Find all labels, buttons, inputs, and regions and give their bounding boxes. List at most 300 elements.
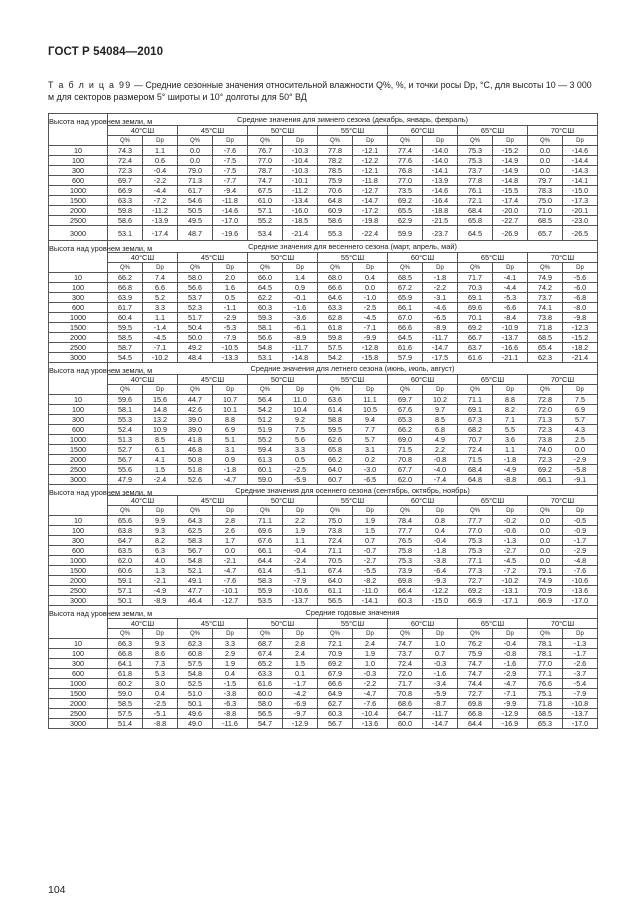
humidity-cell: 69.1: [458, 405, 493, 415]
dewpoint-cell: -1.8: [213, 465, 248, 475]
humidity-cell: 66.2: [108, 273, 143, 283]
humidity-cell: 72.3: [528, 425, 563, 435]
humidity-cell: 61.3: [248, 455, 283, 465]
humidity-cell: 55.2: [248, 216, 283, 226]
subheader-row: [49, 263, 598, 273]
dewpoint-subheader: Dp: [493, 629, 528, 639]
humidity-cell: 64.5: [248, 283, 283, 293]
table-row: [49, 455, 598, 465]
humidity-cell: 74.9: [528, 273, 563, 283]
altitude-cell: 3000: [49, 353, 108, 363]
humidity-cell: 79.0: [178, 166, 213, 176]
dewpoint-cell: 13.2: [143, 415, 178, 425]
dewpoint-cell: -1.3: [563, 639, 598, 649]
dewpoint-cell: -15.2: [563, 333, 598, 343]
humidity-cell: 67.5: [248, 186, 283, 196]
dewpoint-cell: -2.5: [143, 699, 178, 709]
humidity-cell: 48.4: [178, 353, 213, 363]
dewpoint-cell: 1.9: [213, 659, 248, 669]
humidity-cell: 66.1: [248, 546, 283, 556]
dewpoint-cell: 1.9: [283, 526, 318, 536]
dewpoint-cell: 4.0: [143, 556, 178, 566]
humidity-cell: 71.5: [388, 445, 423, 455]
latitude-header: 45°СШ: [178, 496, 248, 506]
humidity-cell: 74.2: [528, 283, 563, 293]
dewpoint-cell: 1.1: [143, 313, 178, 323]
humidity-cell: 72.3: [108, 166, 143, 176]
dewpoint-cell: -17.3: [563, 196, 598, 206]
humidity-cell: 68.5: [528, 709, 563, 719]
dewpoint-cell: -0.4: [283, 546, 318, 556]
dewpoint-cell: -2.4: [283, 556, 318, 566]
humidity-cell: 42.6: [178, 405, 213, 415]
humidity-cell: 63.7: [458, 343, 493, 353]
humidity-cell: 75.0: [318, 516, 353, 526]
humidity-cell: 49.0: [178, 719, 213, 729]
dewpoint-cell: -2.1: [213, 556, 248, 566]
humidity-cell: 58.3: [178, 536, 213, 546]
humidity-cell: 78.2: [318, 156, 353, 166]
humidity-cell: 0.0: [178, 146, 213, 156]
dewpoint-cell: -7.6: [213, 576, 248, 586]
humidity-subheader: Q%: [458, 629, 493, 639]
humidity-cell: 62.8: [318, 313, 353, 323]
dewpoint-cell: 1.7: [213, 536, 248, 546]
table-row: [49, 445, 598, 455]
dewpoint-cell: -1.5: [213, 679, 248, 689]
humidity-cell: 58.3: [248, 576, 283, 586]
dewpoint-cell: 0.2: [353, 455, 388, 465]
dewpoint-cell: -0.7: [353, 546, 388, 556]
table-row: [49, 709, 598, 719]
table-row: [49, 659, 598, 669]
dewpoint-cell: -17.2: [353, 206, 388, 216]
humidity-cell: 73.5: [388, 186, 423, 196]
humidity-cell: 59.0: [248, 475, 283, 485]
dewpoint-cell: -9.1: [563, 475, 598, 485]
dewpoint-cell: -11.8: [213, 196, 248, 206]
dewpoint-cell: 4.9: [423, 435, 458, 445]
humidity-cell: 68.5: [528, 333, 563, 343]
dewpoint-cell: -1.3: [493, 536, 528, 546]
humidity-cell: 64.4: [458, 719, 493, 729]
table-row: [49, 586, 598, 596]
humidity-cell: 76.7: [248, 146, 283, 156]
altitude-header: Высота над уровнем земли, м: [49, 485, 108, 516]
humidity-cell: 78.1: [528, 639, 563, 649]
humidity-cell: 60.3: [248, 303, 283, 313]
latitude-header: 70°СШ: [528, 253, 598, 263]
dewpoint-cell: 9.4: [353, 415, 388, 425]
table-row: [49, 353, 598, 363]
table-row: [49, 536, 598, 546]
dewpoint-cell: -14.0: [423, 156, 458, 166]
dewpoint-cell: 1.1: [143, 146, 178, 156]
humidity-cell: 73.7: [458, 166, 493, 176]
dewpoint-cell: -2.9: [493, 669, 528, 679]
dewpoint-cell: 1.9: [353, 516, 388, 526]
dewpoint-cell: -15.2: [493, 146, 528, 156]
table-row: [49, 425, 598, 435]
dewpoint-cell: 5.7: [353, 435, 388, 445]
table-row: [49, 649, 598, 659]
altitude-cell: 10: [49, 516, 108, 526]
humidity-subheader: Q%: [388, 136, 423, 146]
dewpoint-cell: -8.8: [493, 475, 528, 485]
dewpoint-cell: 10.9: [143, 425, 178, 435]
dewpoint-cell: 9.9: [143, 516, 178, 526]
dewpoint-cell: -22.7: [493, 216, 528, 226]
humidity-cell: 52.1: [178, 566, 213, 576]
humidity-cell: 52.4: [108, 425, 143, 435]
humidity-cell: 73.8: [528, 435, 563, 445]
dewpoint-cell: 1.0: [353, 659, 388, 669]
humidity-cell: 78.1: [528, 649, 563, 659]
humidity-cell: 72.0: [388, 669, 423, 679]
humidity-cell: 66.3: [108, 639, 143, 649]
latitude-header: 50°СШ: [248, 253, 318, 263]
dewpoint-cell: -6.4: [423, 566, 458, 576]
dewpoint-cell: -0.5: [563, 516, 598, 526]
page-number: 104: [48, 884, 66, 896]
latitude-header: 40°СШ: [108, 375, 178, 385]
altitude-cell: 10: [49, 395, 108, 405]
dewpoint-cell: -2.1: [143, 576, 178, 586]
humidity-cell: 67.4: [248, 649, 283, 659]
dewpoint-cell: -17.1: [493, 596, 528, 606]
humidity-cell: 76.2: [458, 639, 493, 649]
humidity-cell: 66.4: [388, 586, 423, 596]
dewpoint-cell: -20.1: [563, 206, 598, 216]
dewpoint-cell: -5.6: [563, 273, 598, 283]
altitude-header: Высота над уровнем земли, м: [49, 606, 108, 639]
dewpoint-cell: -12.7: [213, 596, 248, 606]
humidity-cell: 65.9: [388, 293, 423, 303]
humidity-cell: 60.8: [178, 649, 213, 659]
humidity-cell: 70.8: [388, 455, 423, 465]
humidity-cell: 62.9: [388, 216, 423, 226]
dewpoint-cell: 7.4: [143, 273, 178, 283]
dewpoint-cell: -7.1: [143, 343, 178, 353]
humidity-cell: 59.8: [108, 206, 143, 216]
dewpoint-cell: -14.8: [493, 176, 528, 186]
table-row: [49, 405, 598, 415]
dewpoint-cell: -11.6: [213, 719, 248, 729]
humidity-cell: 47.9: [108, 475, 143, 485]
dewpoint-cell: -10.5: [213, 343, 248, 353]
humidity-cell: 66.9: [528, 596, 563, 606]
dewpoint-cell: 0.4: [353, 273, 388, 283]
humidity-cell: 46.8: [178, 445, 213, 455]
dewpoint-cell: -14.3: [563, 166, 598, 176]
humidity-cell: 59.4: [248, 445, 283, 455]
dewpoint-cell: -0.3: [423, 659, 458, 669]
dewpoint-cell: -4.0: [423, 465, 458, 475]
humidity-cell: 54.8: [248, 343, 283, 353]
dewpoint-cell: -5.1: [143, 709, 178, 719]
dewpoint-cell: -14.7: [423, 719, 458, 729]
table-row: [49, 156, 598, 166]
dewpoint-cell: 8.5: [143, 435, 178, 445]
humidity-cell: 53.5: [248, 596, 283, 606]
table-row: [49, 699, 598, 709]
dewpoint-cell: -16.4: [423, 196, 458, 206]
humidity-cell: 51.3: [108, 435, 143, 445]
dewpoint-cell: -2.6: [563, 659, 598, 669]
humidity-cell: 52.3: [178, 303, 213, 313]
humidity-cell: 77.6: [388, 156, 423, 166]
subheader-row: [49, 506, 598, 516]
humidity-cell: 71.7: [458, 273, 493, 283]
humidity-cell: 69.2: [458, 586, 493, 596]
dewpoint-cell: 8.2: [493, 405, 528, 415]
humidity-cell: 66.6: [388, 323, 423, 333]
dewpoint-cell: -12.9: [493, 709, 528, 719]
dewpoint-cell: 4.1: [143, 455, 178, 465]
humidity-cell: 69.6: [458, 303, 493, 313]
dewpoint-cell: -3.7: [563, 669, 598, 679]
dewpoint-cell: -5.3: [493, 293, 528, 303]
document-header: ГОСТ Р 54084—2010: [48, 46, 164, 58]
dewpoint-cell: -10.2: [143, 353, 178, 363]
dewpoint-cell: 15.6: [143, 395, 178, 405]
humidity-cell: 56.4: [248, 395, 283, 405]
dewpoint-cell: 1.1: [283, 536, 318, 546]
dewpoint-cell: -7.1: [353, 323, 388, 333]
caption-label: Т а б л и ц а 99: [48, 80, 132, 90]
altitude-cell: 2500: [49, 465, 108, 475]
dewpoint-cell: -4.7: [213, 475, 248, 485]
latitude-row: [49, 253, 598, 263]
dewpoint-cell: 1.1: [493, 445, 528, 455]
humidity-cell: 56.6: [178, 283, 213, 293]
humidity-cell: 73.8: [318, 526, 353, 536]
dewpoint-cell: 6.9: [563, 405, 598, 415]
humidity-cell: 50.0: [178, 333, 213, 343]
dewpoint-cell: 5.5: [493, 425, 528, 435]
dewpoint-cell: 10.4: [283, 405, 318, 415]
dewpoint-cell: -26.5: [563, 226, 598, 241]
humidity-cell: 77.1: [528, 669, 563, 679]
dewpoint-cell: -16.6: [493, 343, 528, 353]
dewpoint-cell: -2.2: [423, 283, 458, 293]
humidity-cell: 59.9: [388, 226, 423, 241]
humidity-subheader: Q%: [318, 263, 353, 273]
humidity-cell: 58.7: [108, 343, 143, 353]
humidity-cell: 50.4: [178, 323, 213, 333]
altitude-header: Высота над уровнем земли, м: [49, 241, 108, 273]
humidity-cell: 0.0: [528, 516, 563, 526]
humidity-cell: 77.0: [528, 659, 563, 669]
latitude-header: 55°СШ: [318, 496, 388, 506]
section-title-row: [49, 241, 598, 253]
table-row: [49, 186, 598, 196]
humidity-cell: 64.3: [178, 516, 213, 526]
dewpoint-subheader: Dp: [283, 263, 318, 273]
dewpoint-subheader: Dp: [213, 629, 248, 639]
dewpoint-subheader: Dp: [283, 136, 318, 146]
altitude-cell: 300: [49, 166, 108, 176]
humidity-cell: 71.1: [248, 516, 283, 526]
table-row: [49, 516, 598, 526]
dewpoint-subheader: Dp: [563, 629, 598, 639]
humidity-cell: 70.3: [458, 283, 493, 293]
humidity-cell: 0.0: [528, 556, 563, 566]
dewpoint-cell: 0.9: [213, 455, 248, 465]
dewpoint-cell: -6.5: [423, 313, 458, 323]
humidity-cell: 67.9: [318, 669, 353, 679]
latitude-header: 65°СШ: [458, 126, 528, 136]
dewpoint-cell: -10.6: [563, 576, 598, 586]
dewpoint-cell: 6.1: [143, 445, 178, 455]
humidity-cell: 69.8: [388, 576, 423, 586]
dewpoint-cell: 8.6: [143, 649, 178, 659]
dewpoint-cell: -21.4: [563, 353, 598, 363]
dewpoint-cell: -19.6: [213, 226, 248, 241]
dewpoint-cell: -4.1: [493, 273, 528, 283]
humidity-cell: 58.0: [248, 699, 283, 709]
dewpoint-cell: -0.3: [353, 669, 388, 679]
dewpoint-cell: -2.9: [563, 546, 598, 556]
dewpoint-cell: -9.9: [353, 333, 388, 343]
humidity-cell: 65.5: [388, 206, 423, 216]
dewpoint-cell: -11.2: [143, 206, 178, 216]
dewpoint-cell: 7.7: [353, 425, 388, 435]
dewpoint-cell: -14.9: [493, 166, 528, 176]
dewpoint-cell: -14.0: [423, 146, 458, 156]
humidity-cell: 50.1: [108, 596, 143, 606]
humidity-cell: 53.1: [248, 353, 283, 363]
dewpoint-cell: -14.9: [493, 156, 528, 166]
humidity-cell: 55.6: [108, 465, 143, 475]
latitude-header: 50°СШ: [248, 375, 318, 385]
dewpoint-cell: -26.9: [493, 226, 528, 241]
dewpoint-cell: 0.5: [283, 455, 318, 465]
humidity-cell: 61.7: [108, 303, 143, 313]
humidity-cell: 66.8: [458, 709, 493, 719]
humidity-cell: 72.8: [528, 395, 563, 405]
humidity-cell: 74.7: [458, 669, 493, 679]
humidity-cell: 72.7: [458, 689, 493, 699]
dewpoint-subheader: Dp: [213, 263, 248, 273]
altitude-cell: 300: [49, 536, 108, 546]
dewpoint-cell: -5.5: [353, 566, 388, 576]
humidity-cell: 62.7: [318, 699, 353, 709]
dewpoint-cell: -11.7: [283, 343, 318, 353]
dewpoint-cell: -7.5: [213, 156, 248, 166]
humidity-cell: 66.9: [108, 186, 143, 196]
humidity-cell: 70.6: [318, 186, 353, 196]
humidity-cell: 76.5: [388, 536, 423, 546]
humidity-cell: 73.8: [528, 313, 563, 323]
dewpoint-cell: -10.3: [283, 166, 318, 176]
humidity-cell: 0.0: [528, 546, 563, 556]
table-row: [49, 679, 598, 689]
humidity-cell: 49.1: [178, 576, 213, 586]
dewpoint-cell: 7.5: [283, 425, 318, 435]
humidity-cell: 71.5: [458, 455, 493, 465]
humidity-cell: 65.3: [388, 415, 423, 425]
humidity-cell: 63.9: [108, 293, 143, 303]
humidity-subheader: Q%: [528, 385, 563, 395]
dewpoint-cell: -16.0: [283, 206, 318, 216]
humidity-cell: 77.7: [388, 526, 423, 536]
humidity-cell: 71.1: [318, 546, 353, 556]
humidity-cell: 66.9: [458, 596, 493, 606]
dewpoint-cell: -4.7: [493, 679, 528, 689]
humidity-cell: 58.1: [108, 405, 143, 415]
humidity-cell: 78.3: [528, 186, 563, 196]
dewpoint-cell: -1.4: [143, 323, 178, 333]
humidity-cell: 63.6: [318, 395, 353, 405]
table-row: [49, 395, 598, 405]
dewpoint-cell: -7.9: [283, 576, 318, 586]
section-title-row: [49, 606, 598, 619]
dewpoint-cell: 1.3: [143, 566, 178, 576]
latitude-row: [49, 126, 598, 136]
humidity-cell: 67.3: [458, 415, 493, 425]
dewpoint-subheader: Dp: [423, 506, 458, 516]
altitude-cell: 100: [49, 405, 108, 415]
humidity-cell: 71.1: [458, 395, 493, 405]
humidity-cell: 60.0: [248, 689, 283, 699]
humidity-subheader: Q%: [318, 136, 353, 146]
dewpoint-cell: -6.0: [563, 283, 598, 293]
dewpoint-cell: -4.7: [213, 566, 248, 576]
dewpoint-cell: 7.5: [563, 395, 598, 405]
dewpoint-cell: 3.6: [493, 435, 528, 445]
humidity-cell: 66.0: [248, 273, 283, 283]
humidity-cell: 50.1: [178, 699, 213, 709]
humidity-cell: 77.0: [458, 526, 493, 536]
humidity-cell: 0.0: [528, 146, 563, 156]
dewpoint-cell: 0.9: [283, 283, 318, 293]
dewpoint-cell: -10.8: [563, 699, 598, 709]
humidity-subheader: Q%: [318, 629, 353, 639]
dewpoint-cell: -21.5: [423, 216, 458, 226]
humidity-cell: 68.5: [388, 273, 423, 283]
dewpoint-subheader: Dp: [423, 629, 458, 639]
dewpoint-cell: -4.4: [143, 186, 178, 196]
humidity-cell: 64.6: [318, 293, 353, 303]
humidity-cell: 61.7: [178, 186, 213, 196]
table-row: [49, 226, 598, 241]
humidity-cell: 53.4: [248, 226, 283, 241]
dewpoint-cell: -14.1: [423, 166, 458, 176]
humidity-subheader: Q%: [318, 506, 353, 516]
latitude-header: 70°СШ: [528, 496, 598, 506]
latitude-header: 60°СШ: [388, 375, 458, 385]
table-row: [49, 596, 598, 606]
dewpoint-cell: 5.7: [563, 415, 598, 425]
dewpoint-cell: -14.6: [213, 206, 248, 216]
humidity-cell: 68.4: [458, 206, 493, 216]
dewpoint-cell: 6.9: [213, 425, 248, 435]
dewpoint-subheader: Dp: [563, 136, 598, 146]
dewpoint-cell: -17.0: [563, 596, 598, 606]
humidity-cell: 64.0: [318, 576, 353, 586]
dewpoint-cell: -7.9: [563, 689, 598, 699]
dewpoint-cell: -17.4: [143, 226, 178, 241]
table-row: [49, 719, 598, 729]
altitude-cell: 1000: [49, 556, 108, 566]
dewpoint-cell: 2.0: [213, 273, 248, 283]
humidity-cell: 78.4: [388, 516, 423, 526]
dewpoint-cell: -15.0: [423, 596, 458, 606]
subheader-row: [49, 629, 598, 639]
caption-text: — Средние сезонные значения относительной влажности Q%, %, и точки росы Dp, °С, для высоты 10 — 3 000 м для секторов размером 5° широты и 10° долготы для 50° ВД: [48, 80, 592, 102]
dewpoint-cell: -11.8: [353, 176, 388, 186]
